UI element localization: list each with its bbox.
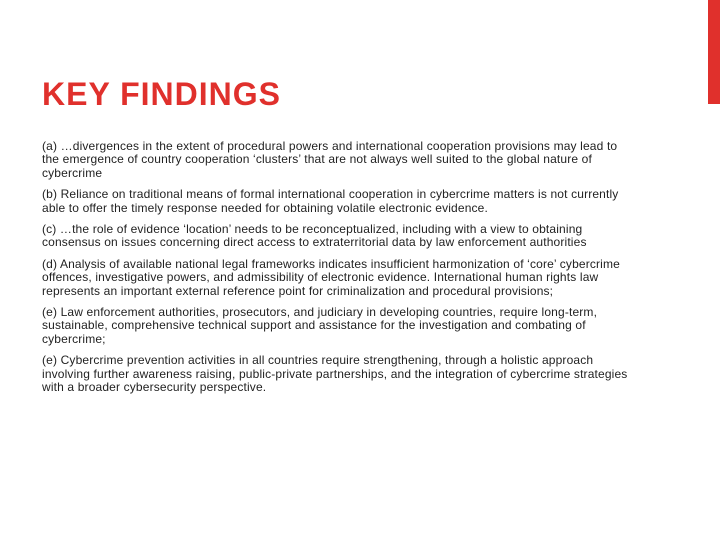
- finding-d: (d) Analysis of available national legal frameworks indicates insufficient harmonization of ‘core’ cybercrime offences, investigative powers, and admissibility of electronic evidence. International human rights law represents an important external reference point for criminalization and procedural provisions;: [42, 256, 620, 298]
- finding-e-2: (e) Cybercrime prevention activities in all countries require strengthening, through a holistic approach involving further awareness raising, public-private partnerships, and the integration of cybercrime strategies with a broader cybersecurity perspective.: [42, 353, 628, 395]
- finding-c: (c) …the role of evidence ‘location’ needs to be reconceptualized, including with a view to obtaining consensus on issues concerning direct access to extraterritorial data by law enforcement authorities: [42, 222, 587, 250]
- finding-e: (e) Law enforcement authorities, prosecutors, and judiciary in developing countries, require long-term, sustainable, comprehensive technical support and assistance for the investigation and combating of cybercrime;: [42, 305, 598, 346]
- accent-bar: [708, 0, 720, 104]
- slide-title: KEY FINDINGS: [42, 76, 281, 112]
- finding-a: (a) …divergences in the extent of procedural powers and international cooperation provisions may lead to the emergence of country cooperation ‘clusters’ that are not always well suited to the global nature of cybercrime: [42, 139, 618, 180]
- findings-list: [42, 140, 634, 403]
- finding-b: (b) Reliance on traditional means of formal international cooperation in cybercrime matters is not currently able to offer the timely response needed for obtaining volatile electronic evidence.: [42, 187, 619, 215]
